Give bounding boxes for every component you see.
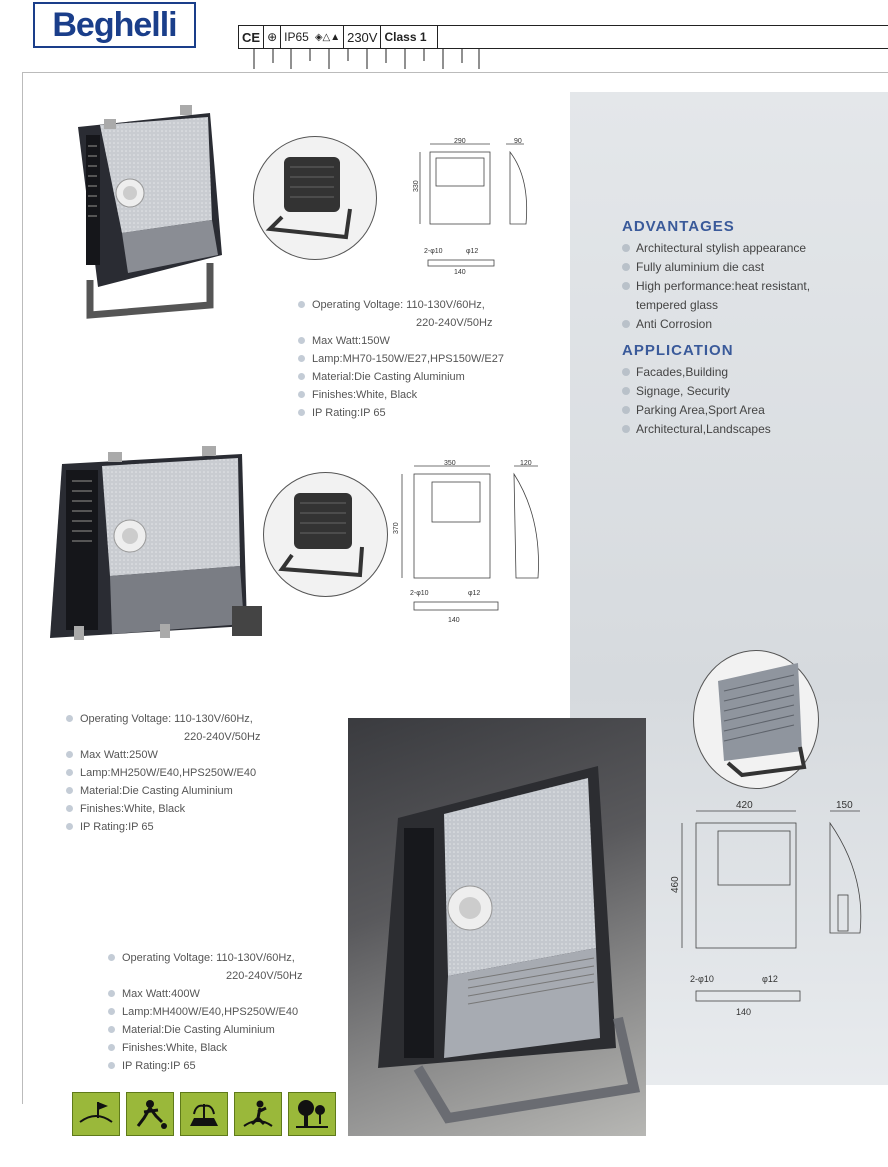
floodlight-400w-photo bbox=[348, 718, 646, 1136]
application-icons bbox=[72, 1092, 336, 1136]
brand-logo: Beghelli bbox=[33, 2, 196, 48]
certification-ticks bbox=[253, 49, 493, 69]
spec-finishes: Finishes:White, Black bbox=[298, 386, 504, 404]
spec-ip: IP Rating:IP 65 bbox=[298, 404, 504, 422]
svg-text:460: 460 bbox=[670, 876, 681, 893]
floodlight-250w-image bbox=[42, 446, 272, 661]
certification-bar bbox=[238, 25, 888, 49]
svg-text:290: 290 bbox=[454, 138, 466, 145]
advantage-item: Architectural stylish appearance bbox=[622, 239, 810, 258]
advantages-section bbox=[622, 218, 810, 439]
svg-text:φ12: φ12 bbox=[762, 974, 778, 984]
floodlight-250w-dimension-drawing bbox=[392, 458, 552, 628]
svg-text:2-φ10: 2-φ10 bbox=[424, 248, 443, 255]
park-icon bbox=[234, 1092, 282, 1136]
spec-voltage-2: 220-240V/50Hz bbox=[184, 731, 261, 743]
product-150w-specs bbox=[298, 296, 504, 422]
ip-rating-mark: IP65 bbox=[284, 30, 309, 44]
spec-finishes: Finishes:White, Black bbox=[108, 1039, 302, 1057]
advantages-title: ADVANTAGES bbox=[622, 218, 735, 235]
svg-text:350: 350 bbox=[444, 460, 456, 467]
application-item: Facades,Building bbox=[622, 363, 810, 382]
advantage-item: High performance:heat resistant, bbox=[622, 277, 810, 296]
spec-watt: Max Watt:250W bbox=[66, 746, 260, 764]
spec-lamp: Lamp:MH70-150W/E27,HPS150W/E27 bbox=[298, 350, 504, 368]
svg-text:140: 140 bbox=[736, 1007, 752, 1017]
spec-lamp: Lamp:MH250W/E40,HPS250W/E40 bbox=[66, 764, 260, 782]
floodlight-150w-dimension-drawing bbox=[413, 138, 544, 276]
floodlight-400w-detail bbox=[693, 650, 819, 789]
advantage-item: Anti Corrosion bbox=[622, 315, 810, 334]
spec-voltage-2: 220-240V/50Hz bbox=[226, 970, 303, 982]
spec-voltage: Operating Voltage: 110-130V/60Hz, bbox=[66, 710, 260, 728]
application-item: Parking Area,Sport Area bbox=[622, 401, 810, 420]
svg-text:140: 140 bbox=[448, 617, 460, 624]
spec-ip: IP Rating:IP 65 bbox=[66, 818, 260, 836]
spec-material: Material:Die Casting Aluminium bbox=[298, 368, 504, 386]
svg-text:2-φ10: 2-φ10 bbox=[690, 974, 714, 984]
svg-text:φ12: φ12 bbox=[468, 590, 481, 597]
application-title: APPLICATION bbox=[622, 342, 734, 359]
spec-voltage: Operating Voltage: 110-130V/60Hz, bbox=[108, 949, 302, 967]
spec-watt: Max Watt:400W bbox=[108, 985, 302, 1003]
svg-text:150: 150 bbox=[836, 800, 853, 811]
fountain-icon bbox=[180, 1092, 228, 1136]
product-250w-specs bbox=[66, 710, 260, 836]
spec-voltage-2: 220-240V/50Hz bbox=[416, 317, 493, 329]
golf-icon bbox=[72, 1092, 120, 1136]
spec-watt: Max Watt:150W bbox=[298, 332, 504, 350]
advantage-item-cont: tempered glass bbox=[636, 298, 719, 312]
svg-text:330: 330 bbox=[413, 180, 420, 192]
svg-text:φ12: φ12 bbox=[466, 248, 479, 255]
floodlight-400w-dimension-drawing bbox=[670, 795, 880, 1025]
svg-text:120: 120 bbox=[520, 460, 532, 467]
spec-lamp: Lamp:MH400W/E40,HPS250W/E40 bbox=[108, 1003, 302, 1021]
svg-text:90: 90 bbox=[514, 138, 522, 145]
svg-text:140: 140 bbox=[454, 269, 466, 276]
advantage-item: Fully aluminium die cast bbox=[622, 258, 810, 277]
safety-marks: ◈△▲ bbox=[312, 26, 344, 48]
spec-material: Material:Die Casting Aluminium bbox=[66, 782, 260, 800]
spec-material: Material:Die Casting Aluminium bbox=[108, 1021, 302, 1039]
ce-mark: CE bbox=[239, 26, 264, 48]
spec-finishes: Finishes:White, Black bbox=[66, 800, 260, 818]
garden-icon bbox=[288, 1092, 336, 1136]
svg-text:420: 420 bbox=[736, 800, 753, 811]
floodlight-250w-detail bbox=[263, 472, 388, 597]
spec-ip: IP Rating:IP 65 bbox=[108, 1057, 302, 1075]
product-400w-specs bbox=[108, 949, 302, 1075]
application-item: Architectural,Landscapes bbox=[622, 420, 810, 439]
svg-text:370: 370 bbox=[393, 522, 400, 534]
floodlight-150w-detail bbox=[253, 136, 377, 260]
svg-text:2-φ10: 2-φ10 bbox=[410, 590, 429, 597]
voltage-mark: 230V bbox=[344, 26, 381, 48]
class-mark: Class 1 bbox=[381, 26, 437, 48]
football-icon bbox=[126, 1092, 174, 1136]
floodlight-150w-image bbox=[60, 105, 230, 325]
spec-voltage: Operating Voltage: 110-130V/60Hz, bbox=[298, 296, 504, 314]
earth-mark: ⊕ bbox=[264, 26, 281, 48]
application-item: Signage, Security bbox=[622, 382, 810, 401]
